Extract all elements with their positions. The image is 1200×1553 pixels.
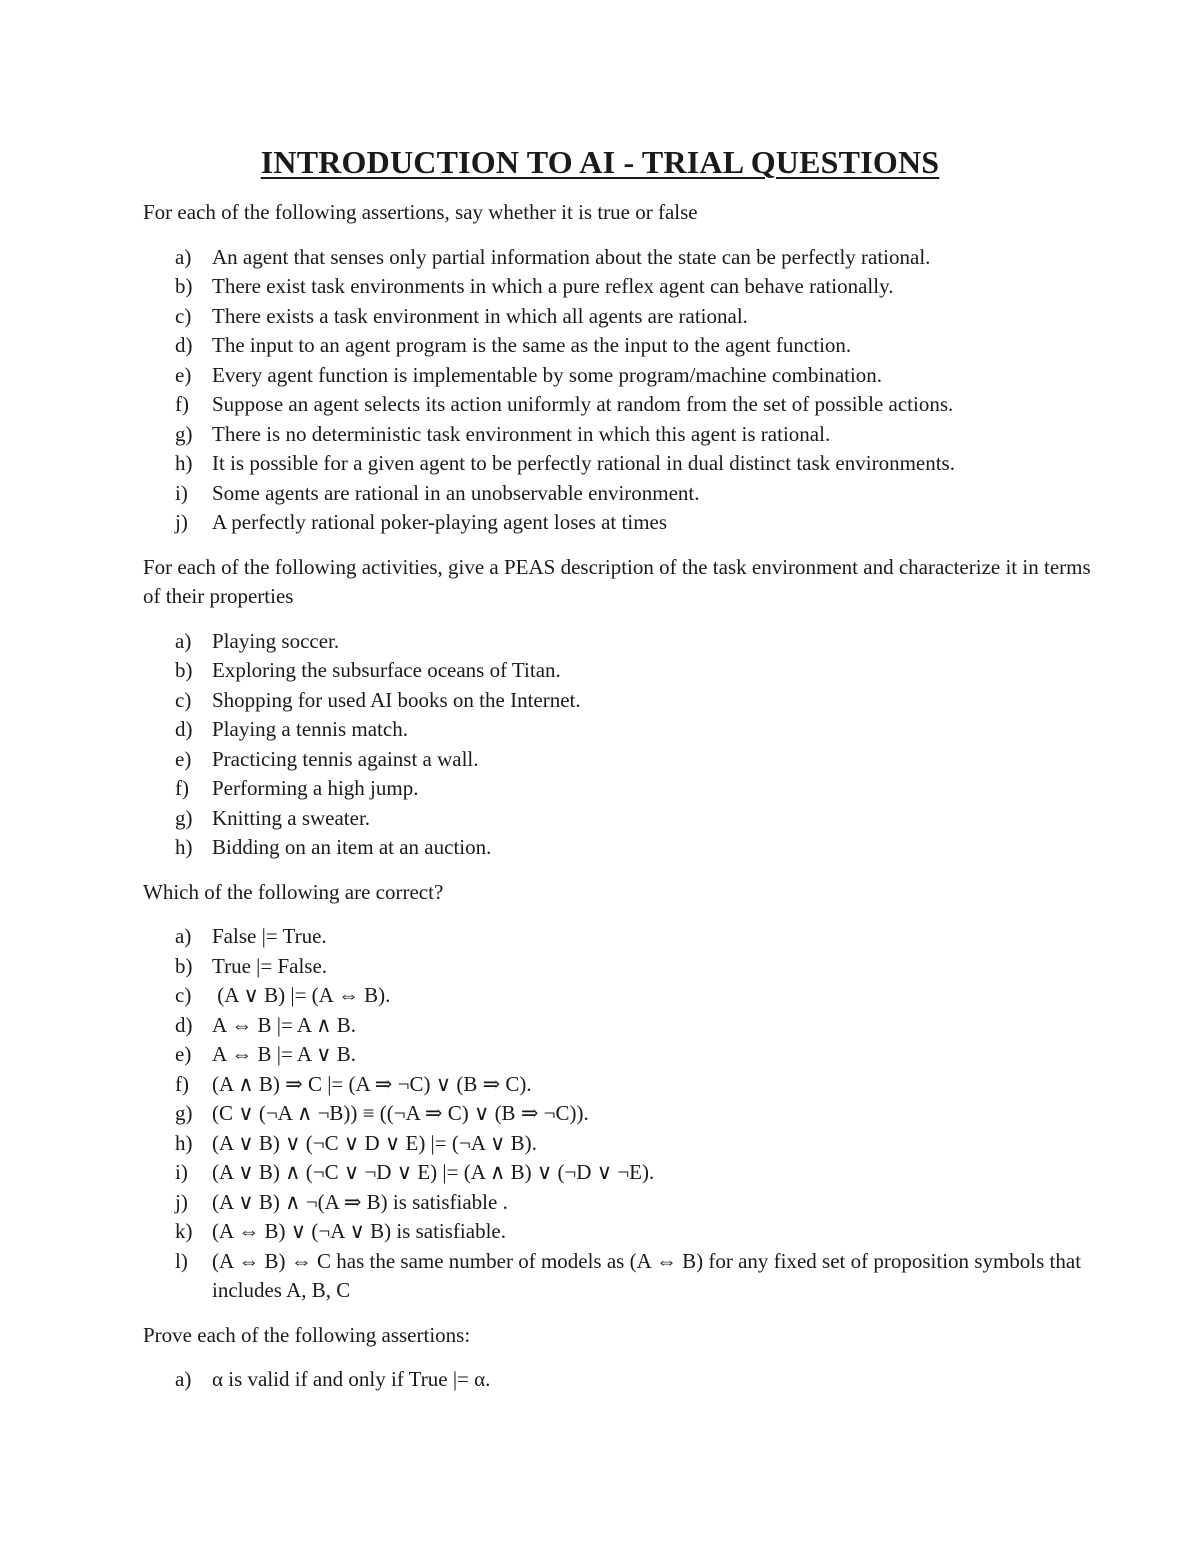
question-list: [143, 627, 1103, 863]
question-marker: g): [175, 1101, 193, 1125]
question-item: [143, 1011, 1103, 1041]
question-text: (C ∨ (¬A ∧ ¬B)) ≡ ((¬A ⇒ C) ∨ (B ⇒ ¬C)).: [212, 1101, 589, 1125]
question-marker: d): [175, 1012, 193, 1037]
section-prompt: Which of the following are correct?: [143, 879, 444, 904]
document-title: INTRODUCTION TO AI - TRIAL QUESTIONS: [260, 144, 940, 180]
question-text: (A ∨ B) |= (A ⇔ B).: [212, 983, 391, 1007]
question-item: [143, 508, 1103, 538]
question-text: Playing soccer.: [212, 628, 340, 653]
question-marker: l): [175, 1248, 188, 1273]
section-true-false: [143, 198, 1103, 538]
question-text: Exploring the subsurface oceans of Titan.: [212, 658, 561, 682]
question-item: [143, 686, 1103, 716]
question-text: (A ⇔ B) ∨ (¬A ∨ B) is satisfiable.: [212, 1219, 506, 1243]
document-body: [143, 198, 1103, 1410]
question-text: Bidding on an item at an auction.: [212, 835, 492, 859]
question-item: [143, 774, 1103, 804]
question-marker: c): [175, 687, 192, 712]
question-item: [143, 952, 1103, 982]
question-marker: a): [175, 924, 192, 948]
question-list: [143, 922, 1103, 1306]
question-marker: h): [175, 451, 193, 475]
question-item: [143, 715, 1103, 745]
question-item: [143, 302, 1103, 332]
section-peas: [143, 553, 1103, 863]
question-marker: d): [175, 333, 193, 357]
question-marker: j): [175, 1189, 188, 1214]
question-marker: a): [175, 1367, 192, 1391]
question-item: [143, 1099, 1103, 1129]
question-item: [143, 479, 1103, 509]
question-text: (A ∧ B) ⇒ C |= (A ⇒ ¬C) ∨ (B ⇒ C).: [212, 1071, 532, 1096]
question-marker: c): [175, 303, 192, 328]
question-marker: e): [175, 1042, 192, 1066]
question-text: (A ∨ B) ∧ (¬C ∨ ¬D ∨ E) |= (A ∧ B) ∨ (¬D ∨ ¬E).: [212, 1160, 655, 1184]
question-text: A perfectly rational poker-playing agent loses at times: [212, 510, 668, 534]
question-text: Suppose an agent selects its action uniformly at random from the set of possible actions.: [212, 392, 954, 416]
question-text: α is valid if and only if True |= α.: [212, 1367, 491, 1391]
question-text: (A ⇔ B) ⇔ C has the same number of models as (A ⇔ B) for any fixed set of proposition symbols that includes A, B, C: [212, 1248, 1087, 1302]
question-text: Some agents are rational in an unobservable environment.: [212, 480, 700, 505]
question-item: [143, 922, 1103, 952]
question-text: Performing a high jump.: [212, 776, 419, 800]
question-item: [143, 390, 1103, 420]
question-text: It is possible for a given agent to be perfectly rational in dual distinct task environments.: [212, 451, 955, 475]
question-marker: f): [175, 776, 189, 800]
question-item: [143, 272, 1103, 302]
question-marker: b): [175, 658, 193, 682]
question-item: [143, 833, 1103, 863]
question-marker: f): [175, 392, 189, 416]
question-marker: b): [175, 953, 193, 978]
question-text: Practicing tennis against a wall.: [212, 746, 479, 771]
section-prompt: For each of the following assertions, say whether it is true or false: [143, 200, 698, 224]
question-item: [143, 1040, 1103, 1070]
section-prompt: For each of the following activities, give a PEAS description of the task environment and characterize it in terms of their properties: [143, 554, 1096, 608]
question-text: There exists a task environment in which all agents are rational.: [212, 303, 748, 328]
section-entailment: [143, 878, 1103, 1306]
question-item: [143, 420, 1103, 450]
question-item: [143, 745, 1103, 775]
question-marker: h): [175, 1130, 193, 1155]
question-item: [143, 331, 1103, 361]
question-item: [143, 1365, 1103, 1395]
question-marker: a): [175, 244, 192, 269]
question-item: [143, 627, 1103, 657]
question-item: [143, 449, 1103, 479]
question-text: A ⇔ B |= A ∧ B.: [212, 1012, 357, 1037]
question-item: [143, 1129, 1103, 1159]
question-text: (A ∨ B) ∨ (¬C ∨ D ∨ E) |= (¬A ∨ B).: [212, 1130, 537, 1155]
question-marker: b): [175, 274, 193, 298]
question-marker: i): [175, 480, 188, 505]
question-text: There is no deterministic task environment in which this agent is rational.: [212, 421, 831, 446]
question-item: [143, 804, 1103, 834]
question-marker: c): [175, 983, 192, 1007]
question-marker: d): [175, 717, 193, 741]
question-marker: f): [175, 1071, 189, 1096]
question-text: An agent that senses only partial information about the state can be perfectly rational.: [212, 244, 931, 269]
question-marker: g): [175, 805, 193, 830]
question-item: [143, 981, 1103, 1011]
question-marker: h): [175, 835, 193, 859]
question-marker: j): [175, 510, 188, 534]
question-text: A ⇔ B |= A ∨ B.: [212, 1042, 357, 1066]
question-text: Playing a tennis match.: [212, 717, 408, 741]
question-item: [143, 656, 1103, 686]
question-marker: k): [175, 1219, 193, 1243]
section-proofs: [143, 1321, 1103, 1395]
question-item: [143, 243, 1103, 273]
question-item: [143, 1158, 1103, 1188]
question-text: True |= False.: [212, 953, 328, 978]
section-prompt: Prove each of the following assertions:: [143, 1322, 471, 1347]
question-item: [143, 1247, 1103, 1306]
question-item: [143, 1070, 1103, 1100]
question-marker: g): [175, 421, 193, 446]
question-text: (A ∨ B) ∧ ¬(A ⇒ B) is satisfiable .: [212, 1189, 508, 1214]
question-item: [143, 1217, 1103, 1247]
question-text: There exist task environments in which a pure reflex agent can behave rationally.: [212, 274, 894, 298]
question-marker: a): [175, 628, 192, 653]
question-item: [143, 1188, 1103, 1218]
question-text: Every agent function is implementable by some program/machine combination.: [212, 362, 883, 387]
question-text: False |= True.: [212, 924, 327, 948]
question-text: Shopping for used AI books on the Internet.: [212, 687, 581, 712]
question-marker: i): [175, 1160, 188, 1184]
question-list: [143, 1365, 1103, 1395]
question-marker: e): [175, 746, 192, 771]
question-list: [143, 243, 1103, 538]
question-text: Knitting a sweater.: [212, 805, 371, 830]
question-marker: e): [175, 362, 192, 387]
question-item: [143, 361, 1103, 391]
question-text: The input to an agent program is the same as the input to the agent function.: [212, 333, 852, 357]
